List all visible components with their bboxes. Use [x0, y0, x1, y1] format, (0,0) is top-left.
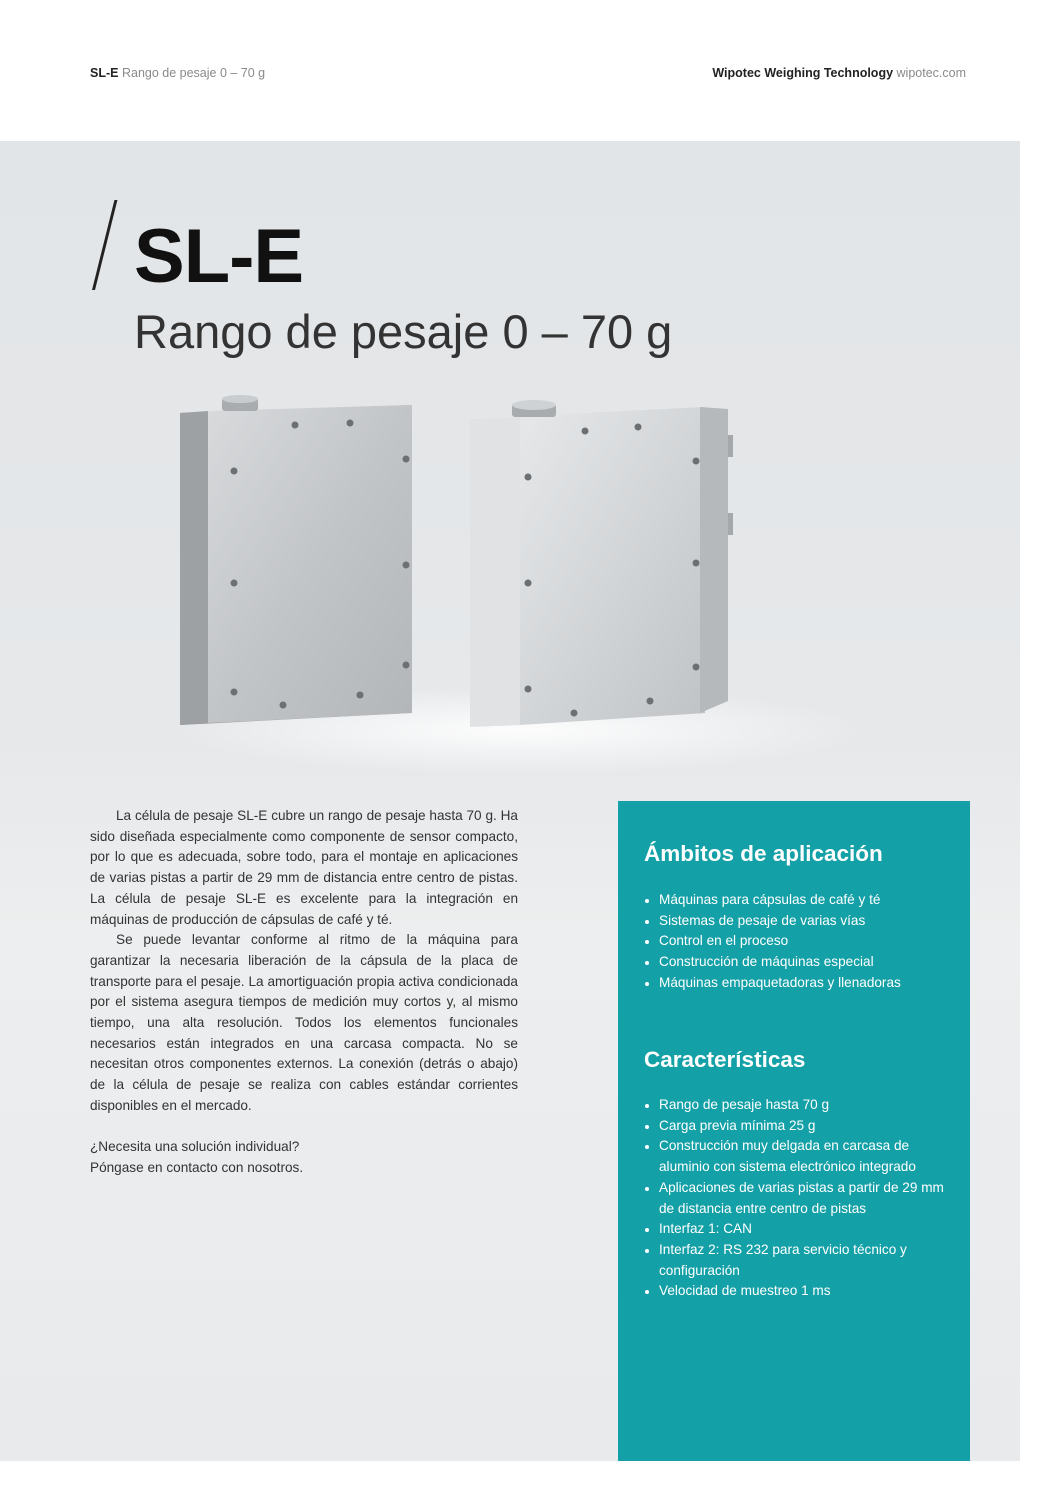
list-item: Carga previa mínima 25 g [644, 1116, 954, 1137]
page-header [90, 66, 966, 86]
list-item: Interfaz 2: RS 232 para servicio técnico y configuración [644, 1240, 954, 1281]
header-company [712, 66, 966, 80]
description-paragraph-2: Se puede levantar conforme al ritmo de la máquina para garantizar la necesaria liberación de la cápsula de la placa de transporte para el pesaje. La amortiguación propia activa condicionada por el sistema asegura tiempos de medición muy cortos y, al mismo tiempo, una alta resolución. Todos los elementos funcionales necesarios están integrados en una carcasa compacta. No se necesitan otros componentes externos. La conexión (detrás o abajo) de la célula de pesaje se realiza con cables estándar corrientes disponibles en el mercado. [90, 932, 518, 1113]
list-item: Construcción de máquinas especial [644, 952, 954, 973]
header-website: wipotec.com [896, 66, 966, 80]
list-item: Máquinas para cápsulas de café y té [644, 890, 954, 911]
features-list [644, 1095, 954, 1302]
applications-heading: Ámbitos de aplicación [644, 841, 883, 866]
header-product-range: Rango de pesaje 0 – 70 g [121, 66, 266, 80]
contact-line-1: ¿Necesita una solución individual? [90, 1139, 300, 1155]
list-item: Interfaz 1: CAN [644, 1219, 954, 1240]
load-cell-left [180, 395, 412, 725]
page-title: SL-E [134, 214, 304, 299]
product-image [150, 395, 870, 795]
list-item: Velocidad de muestreo 1 ms [644, 1281, 954, 1302]
header-company-name: Wipotec Weighing Technology [712, 66, 894, 80]
features-panel [618, 801, 970, 1500]
description-column [90, 806, 518, 1179]
header-product [90, 66, 265, 80]
applications-list [644, 890, 954, 994]
features-heading: Características [644, 1047, 806, 1072]
description-paragraph-1: La célula de pesaje SL-E cubre un rango de pesaje hasta 70 g. Ha sido diseñada especialmente como componente de sensor compacto, por lo que es adecuada, sobre todo, para el montaje en aplicaciones de varias pistas a partir de 29 mm de distancia entre centro de pistas. La célula de pesaje SL-E es excelente para la integración en máquinas de producción de cápsulas de café y té. [90, 808, 518, 927]
list-item: Control en el proceso [644, 931, 954, 952]
contact-prompt [90, 1137, 518, 1178]
list-item: Máquinas empaquetadoras y llenadoras [644, 973, 954, 994]
header-product-name: SL-E [90, 66, 119, 80]
page-subtitle: Rango de pesaje 0 – 70 g [134, 305, 673, 358]
page-bottom-margin [0, 1461, 1060, 1500]
load-cell-illustration [150, 395, 870, 795]
list-item: Construcción muy delgada en carcasa de aluminio con sistema electrónico integrado [644, 1136, 954, 1177]
load-cell-right [470, 400, 733, 727]
list-item: Aplicaciones de varias pistas a partir de 29 mm de distancia entre centro de pistas [644, 1178, 954, 1219]
list-item: Rango de pesaje hasta 70 g [644, 1095, 954, 1116]
contact-line-2: Póngase en contacto con nosotros. [90, 1159, 304, 1175]
list-item: Sistemas de pesaje de varias vías [644, 911, 954, 932]
